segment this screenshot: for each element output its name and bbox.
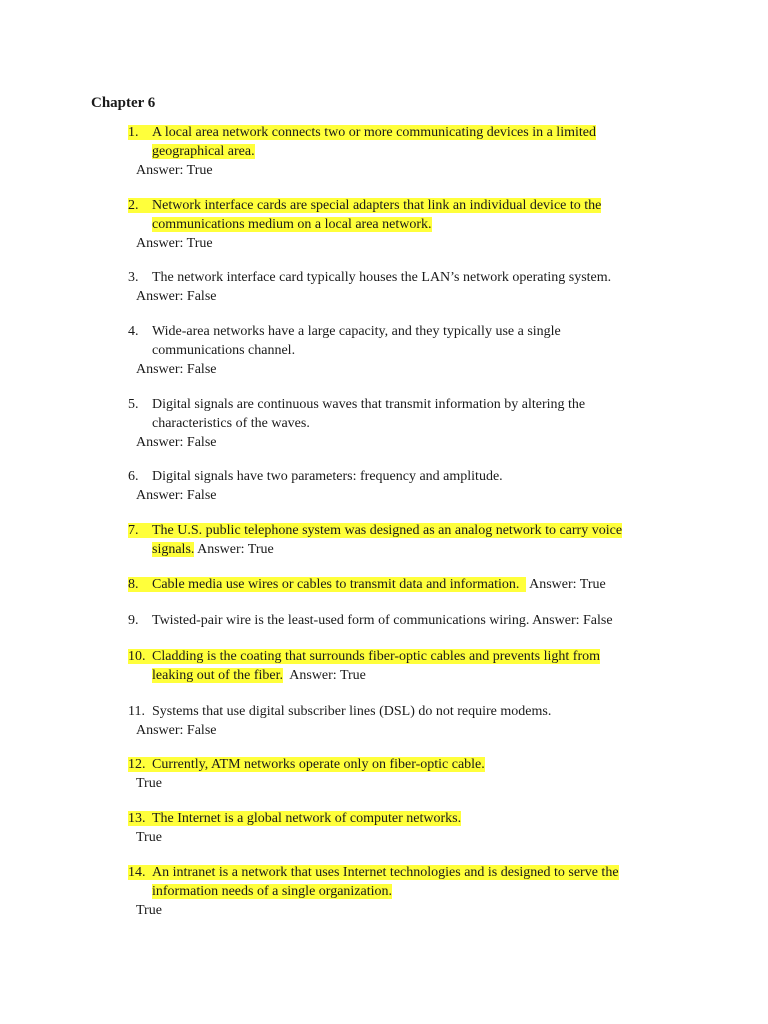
question-text: The U.S. public telephone system was designed as an analog network to carry voice bbox=[152, 523, 623, 538]
question-text: Systems that use digital subscriber lines (DSL) do not require modems. bbox=[152, 704, 552, 719]
question-7 bbox=[128, 521, 668, 559]
question-number: 7. bbox=[128, 523, 139, 538]
question-text-highlight bbox=[128, 125, 596, 140]
question-text: A local area network connects two or more communicating devices in a limited bbox=[152, 125, 596, 140]
question-text-highlight bbox=[152, 217, 432, 232]
question-text-highlight bbox=[128, 811, 461, 826]
question-11 bbox=[128, 702, 668, 740]
answer: Answer: True bbox=[136, 163, 213, 178]
question-13 bbox=[128, 809, 668, 847]
question-10 bbox=[128, 647, 668, 685]
question-text: The network interface card typically houses the LAN’s network operating system. bbox=[152, 270, 612, 285]
answer: True bbox=[136, 830, 162, 845]
answer: True bbox=[136, 903, 162, 918]
answer: Answer: False bbox=[136, 435, 217, 450]
question-number: 2. bbox=[128, 198, 139, 213]
question-text-highlight bbox=[128, 577, 526, 592]
question-number: 14. bbox=[128, 865, 146, 880]
question-text: signals. bbox=[152, 542, 195, 557]
answer: True bbox=[136, 776, 162, 791]
answer: Answer: False bbox=[136, 488, 217, 503]
question-number: 5. bbox=[128, 397, 139, 412]
answer: Answer: False bbox=[136, 362, 217, 377]
question-text-highlight bbox=[128, 865, 619, 880]
question-4 bbox=[128, 322, 668, 379]
question-8 bbox=[128, 575, 668, 594]
question-text-highlight bbox=[128, 649, 600, 664]
question-text-highlight bbox=[128, 757, 485, 772]
question-text-highlight bbox=[152, 144, 255, 159]
question-text: An intranet is a network that uses Internet technologies and is designed to serve the bbox=[152, 865, 619, 880]
answer: Answer: True bbox=[197, 542, 274, 557]
question-text: leaking out of the fiber. bbox=[152, 668, 284, 683]
question-text: Network interface cards are special adapters that link an individual device to the bbox=[152, 198, 602, 213]
question-number: 6. bbox=[128, 469, 139, 484]
question-6 bbox=[128, 467, 668, 505]
question-5 bbox=[128, 395, 668, 452]
question-text: Digital signals are continuous waves that transmit information by altering the bbox=[152, 397, 586, 412]
question-text: Twisted-pair wire is the least-used form of communications wiring. bbox=[152, 613, 530, 628]
answer: Answer: False bbox=[532, 613, 613, 628]
question-text: Cable media use wires or cables to transmit data and information. bbox=[152, 577, 520, 592]
chapter-title: Chapter 6 bbox=[91, 95, 156, 111]
question-text: Wide-area networks have a large capacity, and they typically use a single bbox=[152, 324, 561, 339]
question-1 bbox=[128, 123, 668, 180]
question-text-highlight bbox=[128, 523, 622, 538]
question-9 bbox=[128, 611, 668, 630]
answer: Answer: True bbox=[529, 577, 606, 592]
question-number: 12. bbox=[128, 757, 146, 772]
question-number: 8. bbox=[128, 577, 139, 592]
answer: Answer: False bbox=[136, 723, 217, 738]
question-2 bbox=[128, 196, 668, 253]
question-text: Currently, ATM networks operate only on fiber-optic cable. bbox=[152, 757, 485, 772]
question-text: The Internet is a global network of computer networks. bbox=[152, 811, 462, 826]
question-text: characteristics of the waves. bbox=[152, 416, 310, 431]
question-text-highlight bbox=[128, 198, 601, 213]
question-number: 10. bbox=[128, 649, 146, 664]
answer: Answer: False bbox=[136, 289, 217, 304]
question-12 bbox=[128, 755, 668, 793]
question-text: information needs of a single organization. bbox=[152, 884, 393, 899]
question-text: Cladding is the coating that surrounds fiber-optic cables and prevents light from bbox=[152, 649, 600, 664]
question-text: geographical area. bbox=[152, 144, 255, 159]
question-number: 9. bbox=[128, 613, 139, 628]
answer: Answer: True bbox=[289, 668, 366, 683]
question-14 bbox=[128, 863, 668, 920]
question-number: 3. bbox=[128, 270, 139, 285]
question-number: 13. bbox=[128, 811, 146, 826]
question-number: 4. bbox=[128, 324, 139, 339]
question-3 bbox=[128, 268, 668, 306]
question-text: Digital signals have two parameters: frequency and amplitude. bbox=[152, 469, 503, 484]
question-number: 11. bbox=[128, 704, 145, 719]
answer: Answer: True bbox=[136, 236, 213, 251]
question-number: 1. bbox=[128, 125, 139, 140]
question-text: communications channel. bbox=[152, 343, 296, 358]
question-text: communications medium on a local area network. bbox=[152, 217, 432, 232]
